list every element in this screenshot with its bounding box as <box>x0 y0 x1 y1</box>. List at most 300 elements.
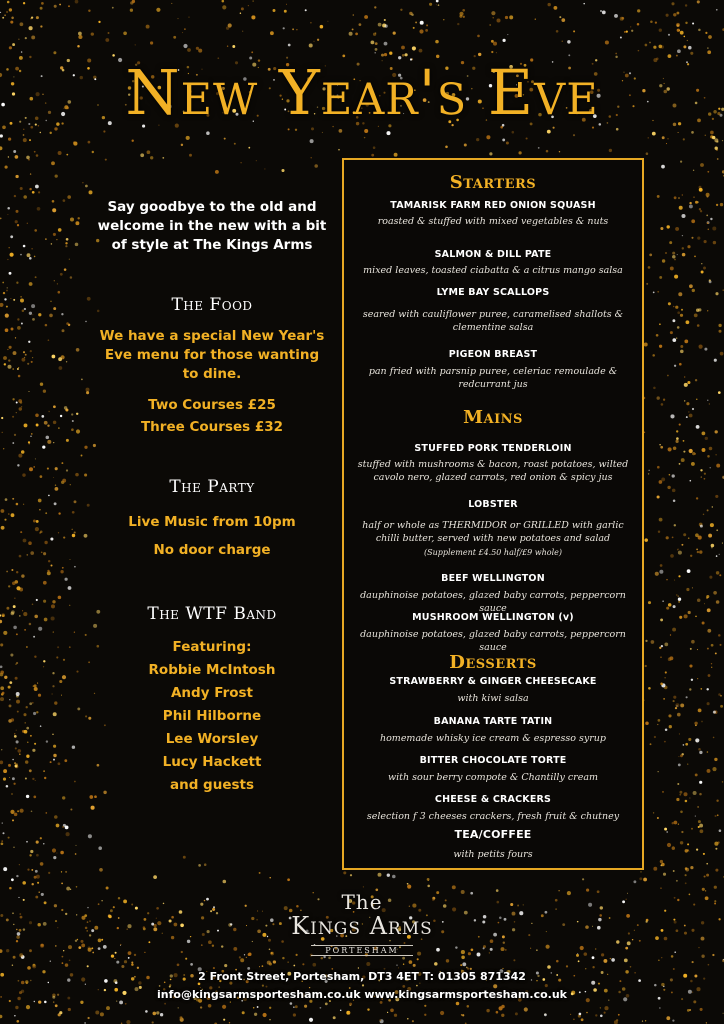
glitter-dot <box>51 565 53 567</box>
glitter-dot <box>64 759 67 762</box>
glitter-dot <box>87 1017 89 1019</box>
glitter-dot <box>600 1007 601 1008</box>
menu-panel <box>342 158 644 870</box>
glitter-dot <box>13 924 14 925</box>
glitter-dot <box>503 941 505 943</box>
glitter-dot <box>69 646 71 648</box>
glitter-dot <box>59 4 61 6</box>
glitter-dot <box>660 657 661 658</box>
glitter-dot <box>545 984 548 987</box>
glitter-dot <box>581 1018 584 1021</box>
glitter-dot <box>712 136 715 139</box>
glitter-dot <box>81 916 85 920</box>
glitter-dot <box>310 139 314 143</box>
glitter-dot <box>709 403 710 404</box>
glitter-dot <box>169 919 172 922</box>
glitter-dot <box>202 933 205 936</box>
glitter-dot <box>675 440 678 443</box>
glitter-dot <box>14 762 16 764</box>
glitter-dot <box>304 1005 307 1008</box>
kings-arms-logo <box>262 890 462 957</box>
glitter-dot <box>44 777 46 779</box>
glitter-dot <box>350 874 352 876</box>
glitter-dot <box>26 156 30 160</box>
glitter-dot <box>657 466 660 469</box>
glitter-dot <box>502 968 503 969</box>
glitter-dot <box>190 936 191 937</box>
glitter-dot <box>672 474 675 477</box>
glitter-dot <box>51 616 55 620</box>
glitter-dot <box>55 174 58 177</box>
glitter-dot <box>680 754 683 757</box>
glitter-dot <box>157 921 161 925</box>
glitter-dot <box>436 0 439 2</box>
glitter-dot <box>65 245 67 247</box>
menu-dish-name: LYME BAY SCALLOPS <box>436 287 550 298</box>
glitter-dot <box>9 8 12 11</box>
glitter-dot <box>518 151 521 154</box>
glitter-dot <box>712 767 716 771</box>
glitter-dot <box>715 652 717 654</box>
logo-sub: PORTESHAM <box>311 945 412 956</box>
glitter-dot <box>562 41 563 42</box>
glitter-dot <box>684 400 685 401</box>
glitter-dot <box>22 610 23 611</box>
glitter-dot <box>140 153 144 157</box>
glitter-dot <box>674 196 677 199</box>
glitter-dot <box>58 427 59 428</box>
glitter-dot <box>604 1012 606 1014</box>
glitter-dot <box>16 402 18 404</box>
party-music: Live Music from 10pm <box>128 514 296 530</box>
glitter-dot <box>677 24 679 26</box>
glitter-dot <box>162 933 163 934</box>
menu-dish-desc: dauphinoise potatoes, glazed baby carrots, peppercorn sauce <box>360 590 626 614</box>
glitter-dot <box>705 32 707 34</box>
glitter-dot <box>673 605 676 608</box>
glitter-dot <box>689 449 693 453</box>
glitter-dot <box>679 733 680 734</box>
glitter-dot <box>691 219 695 223</box>
glitter-dot <box>6 571 8 573</box>
glitter-dot <box>58 596 62 600</box>
glitter-dot <box>3 769 7 773</box>
glitter-dot <box>137 967 139 969</box>
glitter-dot <box>719 829 722 832</box>
menu-dish-desc: pan fried with parsnip puree, celeriac remoulade & redcurrant jus <box>368 366 618 390</box>
glitter-dot <box>700 469 702 471</box>
glitter-dot <box>632 939 633 940</box>
glitter-dot <box>24 308 26 310</box>
glitter-dot <box>32 964 36 968</box>
glitter-dot <box>597 926 601 930</box>
glitter-dot <box>707 222 709 224</box>
glitter-dot <box>21 51 23 53</box>
glitter-dot <box>678 756 679 757</box>
glitter-dot <box>573 30 575 32</box>
glitter-dot <box>679 424 681 426</box>
glitter-dot <box>56 239 57 240</box>
glitter-dot <box>483 915 487 919</box>
glitter-dot <box>77 217 79 219</box>
glitter-dot <box>677 311 680 314</box>
glitter-dot <box>689 664 692 667</box>
glitter-dot <box>704 348 707 351</box>
glitter-dot <box>595 948 596 949</box>
glitter-dot <box>387 1012 388 1013</box>
glitter-dot <box>89 934 91 936</box>
glitter-dot <box>555 908 557 910</box>
glitter-dot <box>43 390 46 393</box>
glitter-dot <box>48 411 49 412</box>
glitter-dot <box>101 939 103 941</box>
glitter-dot <box>669 474 671 476</box>
glitter-dot <box>20 809 24 813</box>
glitter-dot <box>4 676 7 679</box>
glitter-dot <box>50 761 52 763</box>
glitter-dot <box>674 275 678 279</box>
glitter-dot <box>10 21 13 24</box>
glitter-dot <box>17 318 19 320</box>
glitter-dot <box>693 196 695 198</box>
glitter-dot <box>119 1000 123 1004</box>
glitter-dot <box>35 458 36 459</box>
glitter-dot <box>150 41 153 44</box>
glitter-dot <box>691 462 695 466</box>
glitter-dot <box>695 533 699 537</box>
glitter-dot <box>28 541 32 545</box>
glitter-dot <box>694 722 697 725</box>
glitter-dot <box>651 640 655 644</box>
glitter-dot <box>704 478 706 480</box>
glitter-dot <box>105 159 107 161</box>
menu-dish-name: BITTER CHOCOLATE TORTE <box>419 755 567 766</box>
glitter-dot <box>680 703 684 707</box>
glitter-dot <box>684 376 685 377</box>
glitter-dot <box>374 52 376 54</box>
glitter-dot <box>697 0 700 3</box>
glitter-dot <box>263 1013 267 1017</box>
glitter-dot <box>699 188 703 192</box>
glitter-dot <box>669 241 672 244</box>
glitter-dot <box>78 35 82 39</box>
glitter-dot <box>47 570 49 572</box>
glitter-dot <box>6 11 8 13</box>
glitter-dot <box>666 225 669 228</box>
glitter-dot <box>36 854 39 857</box>
glitter-dot <box>684 340 688 344</box>
glitter-dot <box>674 580 675 581</box>
glitter-dot <box>23 539 27 543</box>
glitter-dot <box>227 46 228 47</box>
menu-dish-name: STRAWBERRY & GINGER CHEESECAKE <box>389 676 597 687</box>
glitter-dot <box>98 903 100 905</box>
glitter-dot <box>680 345 683 348</box>
glitter-dot <box>658 960 659 961</box>
glitter-dot <box>697 551 699 553</box>
glitter-dot <box>53 759 55 761</box>
glitter-dot <box>18 399 22 403</box>
menu-dish-name: MUSHROOM WELLINGTON (v) <box>412 612 574 623</box>
glitter-dot <box>689 894 691 896</box>
glitter-dot <box>691 237 693 239</box>
glitter-dot <box>698 820 701 823</box>
glitter-dot <box>658 45 662 49</box>
glitter-dot <box>689 797 690 798</box>
glitter-dot <box>0 614 1 616</box>
glitter-dot <box>126 928 128 930</box>
glitter-dot <box>273 9 276 12</box>
glitter-dot <box>52 848 56 852</box>
glitter-dot <box>70 276 73 279</box>
glitter-dot <box>27 363 29 365</box>
glitter-dot <box>676 798 679 801</box>
glitter-dot <box>20 299 24 303</box>
glitter-dot <box>38 191 40 193</box>
glitter-dot <box>125 1003 127 1005</box>
glitter-dot <box>683 440 685 442</box>
glitter-dot <box>622 900 625 903</box>
glitter-dot <box>496 1011 499 1014</box>
glitter-dot <box>66 439 69 442</box>
glitter-dot <box>474 919 476 921</box>
glitter-dot <box>556 960 559 963</box>
glitter-dot <box>674 259 676 261</box>
glitter-dot <box>77 939 79 941</box>
glitter-dot <box>462 962 466 966</box>
glitter-dot <box>75 473 79 477</box>
glitter-dot <box>54 280 55 281</box>
glitter-dot <box>673 499 676 502</box>
glitter-dot <box>701 263 702 264</box>
glitter-dot <box>659 570 663 574</box>
glitter-dot <box>26 755 29 758</box>
glitter-dot <box>691 679 693 681</box>
glitter-dot <box>700 829 704 833</box>
glitter-dot <box>322 132 323 133</box>
glitter-dot <box>384 24 387 27</box>
glitter-dot <box>672 319 675 322</box>
glitter-dot <box>246 957 247 958</box>
glitter-dot <box>65 963 68 966</box>
glitter-dot <box>662 791 664 793</box>
glitter-dot <box>120 944 121 945</box>
glitter-dot <box>541 914 544 917</box>
glitter-dot <box>14 1015 15 1016</box>
glitter-dot <box>523 904 524 905</box>
glitter-dot <box>71 413 73 415</box>
glitter-dot <box>25 722 26 723</box>
glitter-dot <box>20 531 22 533</box>
glitter-dot <box>556 30 559 33</box>
glitter-dot <box>63 659 65 661</box>
glitter-dot <box>3 631 7 635</box>
glitter-dot <box>72 420 74 422</box>
glitter-dot <box>384 19 386 21</box>
glitter-dot <box>665 728 668 731</box>
glitter-dot <box>713 737 715 739</box>
glitter-dot <box>715 147 718 150</box>
glitter-dot <box>650 743 652 745</box>
glitter-dot <box>680 31 684 35</box>
glitter-dot <box>358 967 359 968</box>
glitter-dot <box>32 778 34 780</box>
glitter-dot <box>6 607 9 610</box>
glitter-dot <box>85 715 87 717</box>
glitter-dot <box>673 846 674 847</box>
glitter-dot <box>65 826 69 830</box>
glitter-dot <box>683 451 685 453</box>
glitter-dot <box>76 429 80 433</box>
glitter-dot <box>58 151 62 155</box>
glitter-dot <box>117 927 119 929</box>
glitter-dot <box>31 248 32 249</box>
glitter-dot <box>34 684 37 687</box>
glitter-dot <box>689 688 691 690</box>
glitter-dot <box>678 132 679 133</box>
glitter-dot <box>496 52 497 53</box>
glitter-dot <box>609 917 611 919</box>
glitter-dot <box>156 1011 159 1014</box>
glitter-dot <box>64 578 67 581</box>
glitter-dot <box>257 929 261 933</box>
glitter-dot <box>9 46 12 49</box>
glitter-dot <box>44 901 47 904</box>
glitter-dot <box>201 916 204 919</box>
glitter-dot <box>19 913 21 915</box>
glitter-dot <box>76 914 77 915</box>
glitter-dot <box>56 824 60 828</box>
glitter-dot <box>685 743 688 746</box>
glitter-dot <box>67 195 71 199</box>
glitter-dot <box>628 932 630 934</box>
glitter-dot <box>81 379 83 381</box>
glitter-dot <box>181 144 183 146</box>
glitter-dot <box>30 173 31 174</box>
glitter-dot <box>246 925 247 926</box>
glitter-dot <box>353 14 355 16</box>
glitter-dot <box>690 480 692 482</box>
glitter-dot <box>661 983 664 986</box>
glitter-dot <box>709 279 711 281</box>
glitter-dot <box>665 252 667 254</box>
glitter-dot <box>11 569 13 571</box>
menu-dish-desc: with kiwi salsa <box>457 693 529 704</box>
glitter-dot <box>242 31 243 32</box>
glitter-dot <box>417 958 419 960</box>
glitter-dot <box>59 680 62 683</box>
band-member: Robbie McIntosh <box>148 662 276 678</box>
glitter-dot <box>684 383 688 387</box>
glitter-dot <box>412 1020 414 1022</box>
glitter-dot <box>3 778 6 781</box>
glitter-dot <box>262 985 264 987</box>
glitter-dot <box>15 1006 18 1009</box>
glitter-dot <box>690 52 693 55</box>
glitter-dot <box>674 524 676 526</box>
glitter-dot <box>1 749 2 750</box>
glitter-dot <box>374 6 376 8</box>
glitter-dot <box>673 306 675 308</box>
footer-address: 2 Front Street, Portesham, DT3 4ET T: 01305 871342 <box>198 970 526 983</box>
glitter-dot <box>586 1012 588 1014</box>
glitter-dot <box>23 612 27 616</box>
glitter-dot <box>691 131 694 134</box>
glitter-dot <box>716 204 718 206</box>
glitter-dot <box>2 692 5 695</box>
glitter-dot <box>483 947 485 949</box>
glitter-dot <box>349 1012 350 1013</box>
glitter-dot <box>595 1014 597 1016</box>
glitter-dot <box>257 910 258 911</box>
glitter-dot <box>31 16 33 18</box>
glitter-dot <box>672 628 676 632</box>
glitter-dot <box>547 965 551 969</box>
glitter-dot <box>20 916 23 919</box>
glitter-dot <box>61 462 63 464</box>
glitter-dot <box>715 454 716 455</box>
glitter-dot <box>183 856 186 859</box>
glitter-dot <box>637 9 640 12</box>
glitter-dot <box>714 900 716 902</box>
glitter-dot <box>707 648 709 650</box>
glitter-dot <box>416 985 418 987</box>
glitter-dot <box>33 636 35 638</box>
glitter-dot <box>24 629 26 631</box>
glitter-dot <box>678 595 680 597</box>
glitter-dot <box>31 35 35 39</box>
glitter-dot <box>18 897 19 898</box>
logo-the: The <box>341 890 383 914</box>
glitter-dot <box>691 929 694 932</box>
glitter-dot <box>675 703 679 707</box>
glitter-dot <box>38 499 42 503</box>
glitter-dot <box>409 12 412 15</box>
glitter-dot <box>697 678 698 679</box>
glitter-dot <box>679 791 682 794</box>
glitter-dot <box>66 887 70 891</box>
glitter-dot <box>626 30 628 32</box>
glitter-dot <box>707 171 709 173</box>
glitter-dot <box>26 1005 30 1009</box>
glitter-dot <box>364 15 368 19</box>
glitter-dot <box>31 883 33 885</box>
glitter-dot <box>43 770 45 772</box>
glitter-dot <box>86 391 89 394</box>
glitter-dot <box>678 551 682 555</box>
glitter-dot <box>63 199 66 202</box>
glitter-dot <box>687 40 688 41</box>
glitter-dot <box>707 455 710 458</box>
glitter-dot <box>146 25 150 29</box>
glitter-dot <box>108 915 111 918</box>
glitter-dot <box>707 751 709 753</box>
glitter-dot <box>212 908 215 911</box>
glitter-dot <box>15 747 17 749</box>
glitter-dot <box>434 962 438 966</box>
glitter-dot <box>722 543 723 544</box>
glitter-dot <box>270 31 274 35</box>
glitter-dot <box>657 195 660 198</box>
glitter-dot <box>680 314 683 317</box>
glitter-dot <box>627 941 631 945</box>
glitter-dot <box>663 399 665 401</box>
glitter-dot <box>151 923 154 926</box>
glitter-dot <box>678 598 681 601</box>
glitter-dot <box>705 896 709 900</box>
glitter-dot <box>43 660 45 662</box>
glitter-dot <box>204 900 206 902</box>
